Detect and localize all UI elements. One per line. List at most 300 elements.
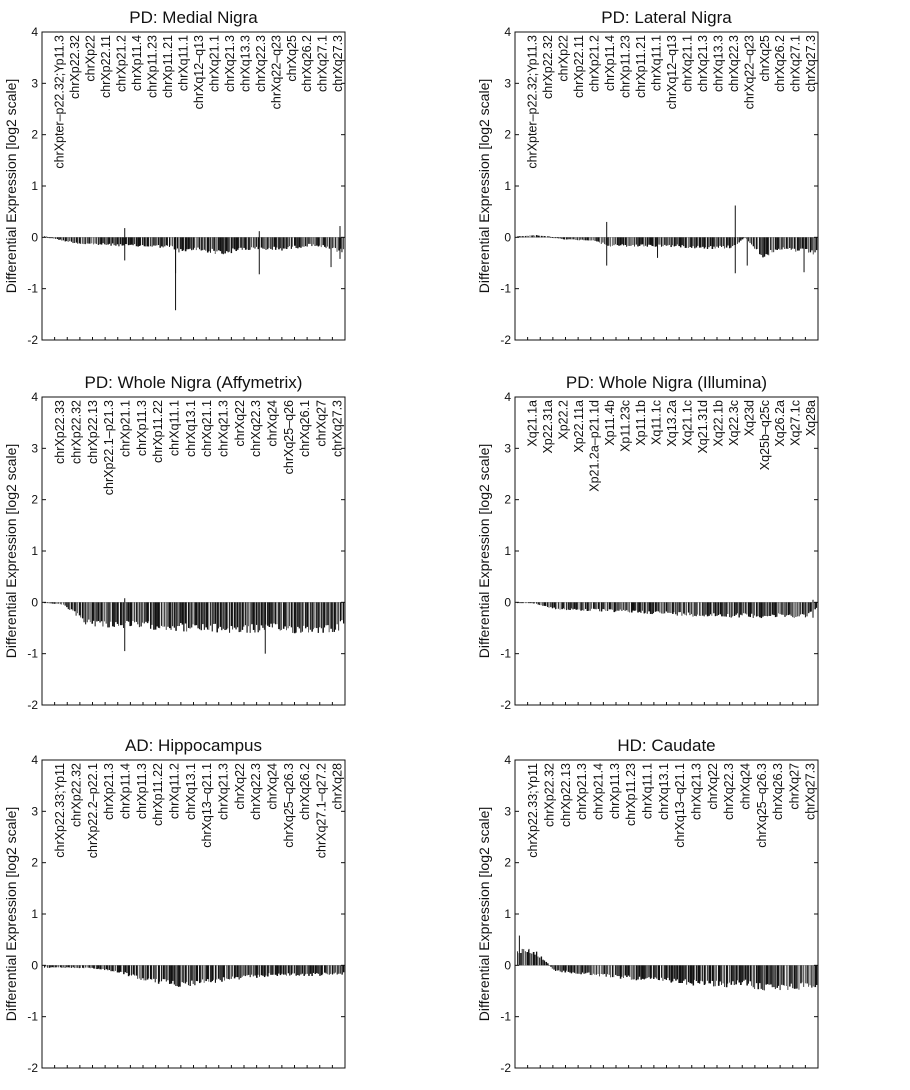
band-label: chrXq25–q26 [281,400,296,475]
bar [678,965,680,983]
bar [776,602,777,616]
bar [210,602,211,625]
bar [645,602,646,612]
bar [120,237,121,244]
bar [84,237,85,244]
bar [539,958,540,966]
bar [122,237,124,245]
band-label: Xp22.2 [556,400,571,440]
bar [297,602,298,627]
bar [797,965,798,988]
bar [811,602,812,611]
bar [112,602,114,626]
bar [609,602,611,609]
bar [610,965,611,977]
bar [523,949,524,965]
bar [648,237,650,244]
bar [814,237,815,252]
bar [738,602,739,617]
bar [245,602,246,625]
bar [289,602,290,626]
bar [240,237,242,247]
bar [587,602,588,611]
bar [802,602,803,614]
bar [107,602,108,627]
bar [265,965,266,975]
bar [788,602,790,615]
band-label: Xq25b–q25c [757,400,772,471]
bar [598,237,599,241]
bar [591,602,592,608]
bar [740,965,742,985]
bar [816,965,817,985]
bar [582,965,583,972]
bar [178,602,179,626]
bar [718,602,719,615]
bar [343,237,344,249]
bar [701,602,702,616]
bar [765,237,767,254]
bar [794,602,795,618]
bar [784,965,785,985]
y-tick-label: 1 [504,544,511,558]
bar [107,237,109,244]
bar [329,237,330,248]
bar [682,965,683,983]
bar [713,602,714,613]
bar [731,965,733,984]
bar [174,602,175,627]
bar [159,602,160,628]
bar [751,237,752,244]
bar [542,602,543,605]
bar [647,237,648,246]
bar [651,965,652,977]
bar [103,237,104,243]
band-label: chrXq13.3 [711,35,726,92]
bar [715,602,716,616]
bar [215,237,216,254]
bar [712,602,713,615]
bar [738,237,739,242]
bar [267,965,269,976]
bar [90,237,91,243]
bar [264,965,265,977]
bar [99,602,100,622]
band-label: chrXq21.1 [680,35,695,92]
bar [319,965,320,976]
bar [300,237,301,248]
bar [246,237,247,249]
bar [761,965,762,989]
band-label: chrXq27.1 [788,35,803,92]
bar [656,237,657,246]
bar [330,602,332,628]
band-label: chrXq11.1 [649,35,664,92]
bar [71,237,72,241]
band-label: chrXq12–q13 [664,35,679,110]
band-label: chrXq24 [265,400,280,447]
bar [759,965,760,983]
band-label: chrXq25–q26.3 [754,763,769,848]
bar [697,602,698,614]
bar [191,965,192,980]
bar [204,602,205,630]
bar [710,602,711,614]
bar [335,237,336,248]
bar [315,602,316,627]
band-label: chrXq21.3 [689,763,704,820]
bar [329,602,330,632]
bar [177,965,178,986]
bar [242,965,243,976]
bar [761,602,762,618]
bar [634,602,635,610]
band-label: chrXq21.1 [207,35,222,92]
bar [678,237,680,246]
bar [672,965,673,981]
bar [278,602,280,629]
bar [294,602,296,633]
bar [572,237,574,239]
bar [628,237,629,246]
bar [729,965,730,982]
band-label: chrXq13.1 [656,763,671,820]
bar [795,965,796,988]
bar [628,602,629,611]
bar [549,602,550,607]
bar [769,965,770,984]
bar [248,965,249,975]
bar [79,602,81,615]
bar [607,602,608,611]
bar [576,237,577,240]
bar [599,602,600,611]
bar [311,965,312,976]
band-label: Xq11.1c [649,400,664,445]
bar [571,237,572,239]
bar [734,237,735,245]
bar [776,965,778,988]
bar [161,237,163,246]
bar [807,965,808,983]
bar [555,602,556,609]
bar [292,237,293,246]
y-tick-label: 0 [31,595,38,610]
bar [221,965,223,981]
bar [96,965,98,969]
bar [623,602,624,610]
bar [585,237,586,240]
bar [254,602,255,632]
bar [90,965,91,968]
bar [224,237,226,253]
bar [813,965,814,986]
bar [216,965,217,979]
bar [705,237,706,247]
band-label: chrXp11.21 [161,35,176,99]
bar [277,965,278,976]
bar [778,602,779,613]
bar [96,602,97,621]
bar [708,965,710,983]
bar [533,952,535,965]
bar [682,602,683,615]
bar [648,965,649,977]
bar [640,237,641,244]
bar [707,965,708,980]
bar [66,237,67,241]
bar [193,602,194,624]
bar [647,602,648,613]
bar [101,237,102,244]
bar [737,965,738,980]
bar [110,237,111,245]
bar [341,965,342,974]
bar-series [44,965,344,987]
bar [209,237,210,251]
bar [80,237,81,244]
bar [595,965,596,974]
bar [670,602,671,613]
bar [166,602,167,630]
bar-series [44,226,344,310]
bar [258,602,259,632]
band-label: Xq23d [742,400,757,437]
bar [591,237,592,240]
bar [574,237,575,239]
bar [574,602,575,609]
band-label: chrXq13.1 [183,400,198,457]
bar [253,602,255,630]
bar [621,237,622,244]
bar [153,602,154,629]
bar [577,237,578,240]
bar [754,602,755,615]
bar [91,965,92,968]
bar [106,602,107,623]
bar [167,602,168,626]
bar [324,602,325,627]
bar [810,602,811,611]
band-label: chrXq26.2 [298,763,313,820]
bar [786,237,787,248]
bar [125,965,126,972]
bar [688,237,689,248]
bar [579,965,580,973]
bar [625,965,627,975]
band-label: chrXq27.3 [804,35,819,92]
bar [69,965,70,967]
bar [188,602,189,628]
bar [88,237,90,243]
bar [710,965,711,983]
bar [791,237,792,249]
bar [133,602,134,621]
bar [797,237,799,250]
bar [612,602,613,609]
band-label: chrXp11.23 [624,763,639,827]
bar [76,602,77,615]
bar [767,602,768,616]
bar [545,602,546,606]
bar [106,965,108,969]
bar [280,965,282,975]
bar [693,602,694,616]
bar [161,965,162,981]
bar [318,602,319,633]
bar [651,602,652,614]
bar [659,965,660,980]
bar [129,237,131,244]
bar [152,237,153,246]
bar [275,602,276,624]
bar [617,602,618,610]
y-axis-label: Differential Expression [log2 scale] [476,806,492,1022]
bar [731,237,732,247]
bar [770,965,772,984]
bar [49,965,51,967]
band-label: chrXp22.2–p22.1 [85,763,100,859]
bar [557,965,558,970]
bar [95,965,96,968]
bar [571,965,572,973]
chart-title: PD: Medial Nigra [129,8,258,27]
band-label: chrXp21.1 [118,400,133,457]
bar [155,965,156,982]
bar [599,237,600,242]
bar [618,602,619,610]
bar [172,965,173,981]
chart-panel-4 [476,373,818,712]
bar [307,965,308,974]
bar [212,602,213,631]
bar [789,965,791,986]
bar [632,602,634,610]
bar [685,965,686,979]
bar [84,965,85,968]
bar [805,965,806,983]
bar [659,237,660,244]
bar [580,602,582,610]
bar [218,602,219,628]
bar [250,237,251,249]
bar [174,237,175,249]
bar [757,602,758,616]
bar [789,237,790,248]
bar [701,237,702,247]
y-tick-label: 3 [504,76,511,91]
bar [210,237,211,252]
band-label: chrXp22.32 [69,400,84,464]
bar [724,237,725,248]
bar [621,602,622,611]
bar [620,602,621,609]
bar [726,965,728,987]
bar [731,602,732,617]
bar [44,965,45,967]
bar [250,602,251,633]
bar [810,965,811,985]
bar [769,602,770,616]
bar [664,602,665,613]
chart-panel-3 [3,373,345,712]
bar [262,237,263,248]
bar [166,237,168,245]
bar [762,237,764,257]
bar [190,965,191,986]
bar [210,965,212,982]
bar [337,237,338,251]
bar [705,602,706,614]
bar [288,965,289,973]
bar [341,602,342,620]
bar [77,602,78,613]
bar [294,237,296,245]
bar [193,237,194,249]
band-label: Xq13.2a [664,400,679,447]
bar [223,965,225,977]
bar [601,237,602,244]
bar [332,965,333,974]
bar-series [517,206,817,274]
bar [761,237,762,255]
bar [134,965,135,975]
bar [814,602,816,609]
bar [305,602,306,628]
bar [645,965,646,978]
bar [735,965,737,984]
bar [772,602,774,614]
bar [152,602,153,625]
bar [583,237,584,240]
band-label: chrXq26.1 [298,400,313,457]
bar [631,602,633,612]
bar [628,965,630,975]
bar [65,237,67,241]
bar [204,237,205,249]
bar [686,965,687,984]
bar [163,237,164,247]
bar [620,965,622,978]
bar [661,602,662,613]
bar [172,237,173,246]
bar [792,237,793,248]
bar [732,602,733,616]
bar [764,602,765,616]
bar [302,237,303,246]
bar [302,965,303,973]
bar [324,965,326,972]
bar [152,965,153,979]
bar [653,602,654,613]
bar [780,237,781,249]
band-label: chrXpter–p22.32;Yp11.3 [52,35,67,169]
bar [120,965,121,972]
bar [696,965,697,981]
bar [615,965,616,975]
bar [245,237,246,249]
bar [69,602,70,610]
bar [178,237,179,252]
band-label: chrXp22.33;Yp11 [53,763,68,858]
bar [117,602,118,624]
bar [278,237,280,249]
bar [742,602,743,615]
bar [669,237,670,245]
bar [85,237,86,244]
y-tick-label: -1 [500,1009,511,1024]
